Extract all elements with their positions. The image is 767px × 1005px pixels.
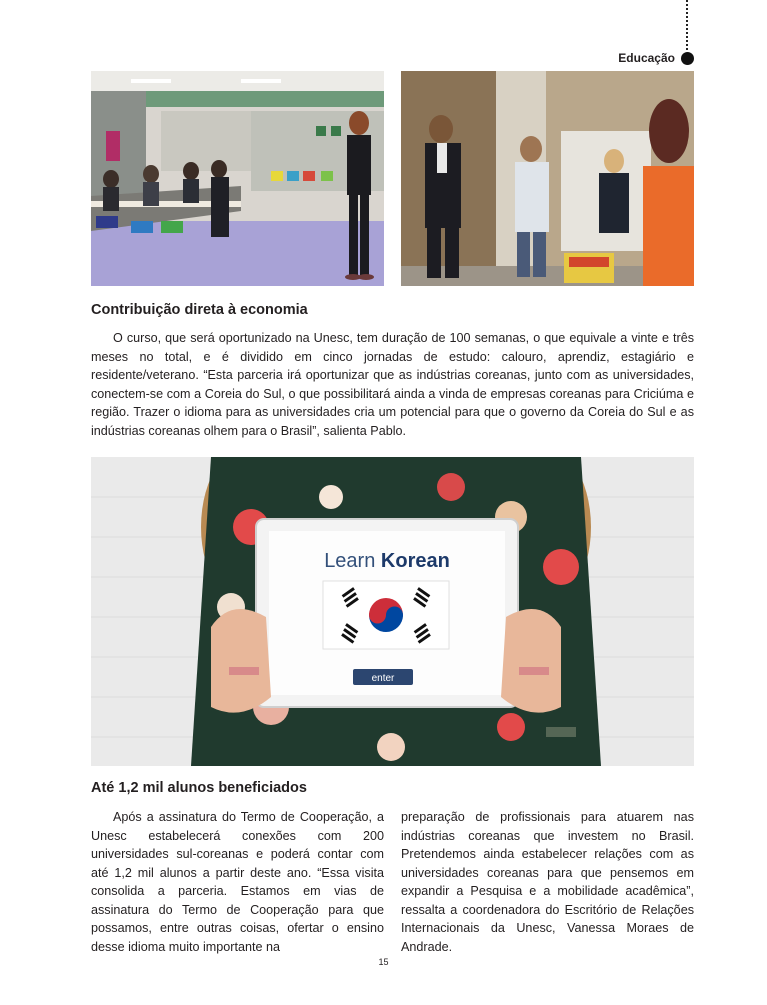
tablet-screen-title bbox=[324, 550, 450, 572]
classroom-meeting-photo bbox=[91, 71, 384, 286]
tablet-title-bold: Korean bbox=[380, 550, 450, 572]
students-paragraph-col2: preparação de profissionais para atuarem nas indústrias coreanas que investem no Brasil. Pretendemos ainda estabelecer relações com as universidades coreanas para que pensemos em expandir a Pesquisa e a mobilidade acadêmica”, ressalta a coordenadora do Escritório de Relações Internacionais da Unesc, Vanessa Moraes de Andrade. bbox=[401, 810, 694, 954]
tablet-enter-label: enter bbox=[371, 673, 395, 684]
tablet-title-prefix: Learn bbox=[324, 550, 381, 572]
section-label: Educação bbox=[618, 51, 675, 65]
visitors-standing-illustration bbox=[401, 71, 694, 286]
economy-paragraph: O curso, que será oportunizado na Unesc, tem duração de 100 semanas, o que equivale a vinte e três meses no total, e é dividido em cinco jornadas de estudo: calouro, aprendiz, estagiário e residente/veterano. “Esta parceria irá oportunizar que as indústrias coreanas, junto com as universidades, conectem-se com a Coreia do Sul, o que possibilitará ainda a vinda de empresas coreanas para Criciúma e região. Trazer o idioma para as universidades cria um potencial para que o governo da Coreia do Sul e as indústrias coreanas olhem para o Brasil”, salienta Pablo. bbox=[91, 331, 694, 438]
page-number: 15 bbox=[378, 957, 389, 967]
section-bullet-icon bbox=[681, 52, 694, 65]
section-heading-economy: Contribuição direta à economia bbox=[91, 302, 308, 318]
section-heading-students: Até 1,2 mil alunos beneficiados bbox=[91, 780, 307, 796]
visitors-standing-photo bbox=[401, 71, 694, 286]
classroom-meeting-illustration bbox=[91, 71, 384, 286]
learn-korean-tablet-photo bbox=[91, 457, 694, 766]
header-dotted-line bbox=[686, 0, 688, 50]
section-tag bbox=[618, 51, 694, 65]
students-paragraph-col1: Após a assinatura do Termo de Cooperação, a Unesc estabelecerá conexões com 200 universidades sul-coreanas e poderá contar com até 1,2 mil alunos a partir deste ano. “Essa visita consolida a parceria. Estamos em vias de assinatura do Termo de Cooperação para que possamos, entre outras coisas, ofertar o ensino desse idioma muito importante na bbox=[91, 810, 384, 954]
learn-korean-tablet-illustration bbox=[91, 457, 694, 766]
